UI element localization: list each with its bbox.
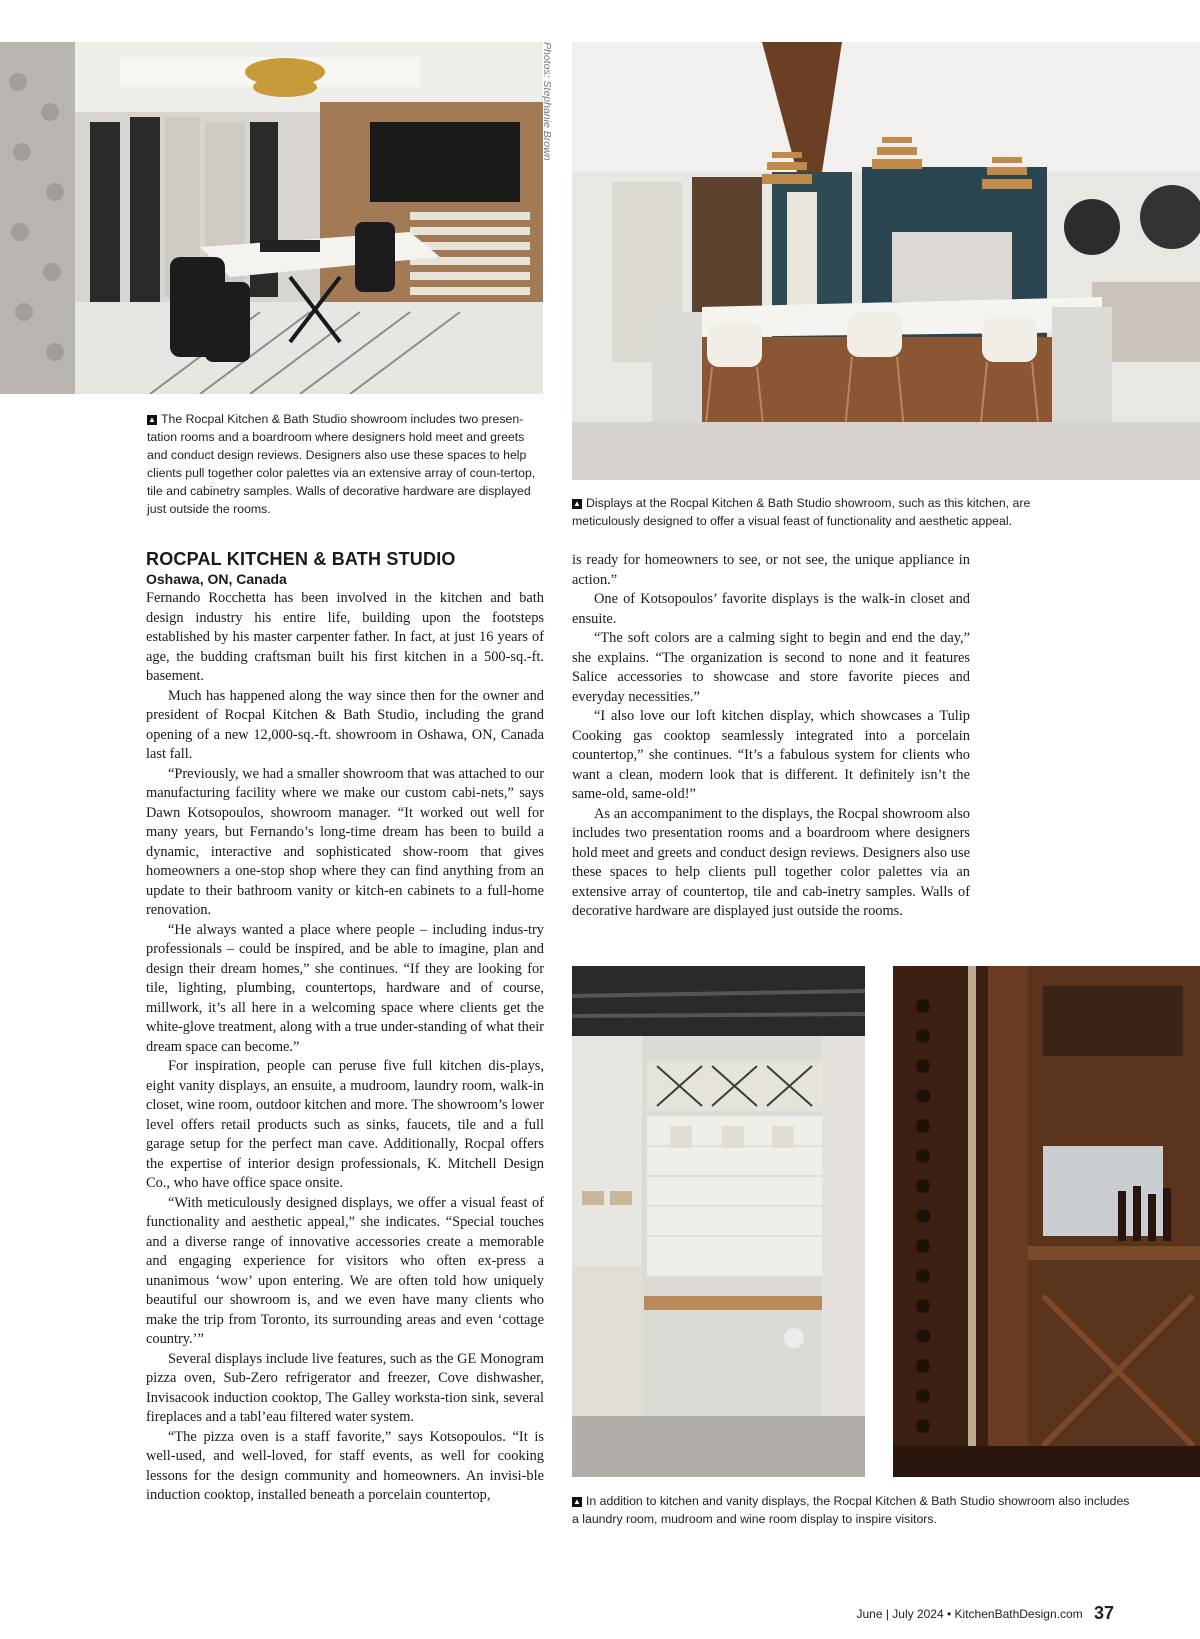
bottom-caption bbox=[572, 1492, 1132, 1528]
article-paragraph: “Previously, we had a smaller showroom that was attached to our manufacturing facility where we make our custom cabi-nets,” says Dawn Kotsopoulos, showroom manager. “It worked out well for many years, but Fernando’s long-time dream has been to build a dynamic, interactive and sophisticated show-room that gives homeowners a one-stop shop where they can find anything from an update to their bathroom vanity or kitch-en cabinets to a full-home renovation. bbox=[146, 765, 544, 918]
kitchen-caption-text: Displays at the Rocpal Kitchen & Bath Studio showroom, such as this kitchen, are meticulously designed to offer a visual feast of functionality and aesthetic appeal. bbox=[572, 496, 1031, 528]
footer-issue: June | July 2024 bbox=[856, 1607, 944, 1621]
article-paragraph: “I also love our loft kitchen display, which showcases a Tulip Cooking gas cooktop seamlessly integrated into a porcelain countertop,” she continues. “It’s a fabulous system for clients who want a clean, modern look that is different. It definitely isn’t the same-old, same-old!” bbox=[572, 708, 970, 802]
footer-bullet: • bbox=[947, 1607, 952, 1621]
article-paragraph: “The pizza oven is a staff favorite,” says Kotsopoulos. “It is well-used, and well-loved, for staff events, as well for cooking lessons for the design community and homeowners. An invisi-ble induction cooktop, installed beneath a porcelain countertop, bbox=[146, 1428, 544, 1503]
article-paragraph: For inspiration, people can peruse five full kitchen dis-plays, eight vanity displays, an ensuite, a mudroom, laundry room, walk-in closet, wine room, outdoor kitchen and more. The showroom’s lower level offers retail products such as sinks, faucets, tile and a full garage setup for the perfect man cave. Additionally, Rocpal offers the expertise of interior design professionals, K. Mitchell Design Co., who have office space onsite. bbox=[146, 1058, 544, 1191]
kitchen-caption bbox=[572, 494, 1092, 530]
page-number: 37 bbox=[1093, 1603, 1114, 1623]
article-paragraph: “The soft colors are a calming sight to begin and end the day,” she explains. “The organization is second to none and it features Salice accessories to showcase and store favorite pieces and everyday necessities.” bbox=[572, 630, 970, 705]
arrow-up-icon: ▲ bbox=[148, 415, 156, 424]
article-paragraph: is ready for homeowners to see, or not see, the unique appliance in action.” bbox=[572, 552, 970, 588]
article-paragraph: Much has happened along the way since then for the owner and president of Rocpal Kitchen & Bath Studio, including the grand opening of a new 12,000-sq.-ft. showroom in Oshawa, ON, Canada last fall. bbox=[146, 687, 544, 762]
article-location: Oshawa, ON, Canada bbox=[146, 571, 287, 587]
article-paragraph: “With meticulously designed displays, we offer a visual feast of functionality and aesthetic appeal,” she indicates. “Special touches and a diverse range of innovative accessories create a memorable and engaging experience for visitors who often ex-press a unanimous ‘wow’ upon entering. We are often told how uniquely beautiful our showroom is, and we even have many clients who make the trip from Toronto, its surrounding areas and even ‘cottage country.’” bbox=[146, 1194, 544, 1347]
article-column-2 bbox=[572, 551, 970, 922]
bottom-caption-text: In addition to kitchen and vanity displays, the Rocpal Kitchen & Bath Studio showroom also includes a laundry room, mudroom and wine room display to inspire visitors. bbox=[572, 1494, 1130, 1526]
article-title: ROCPAL KITCHEN & BATH STUDIO bbox=[146, 549, 456, 569]
article-paragraph: Several displays include live features, such as the GE Monogram pizza oven, Sub-Zero refrigerator and freezer, Cove dishwasher, Invisacook induction cooktop, The Galley worksta-tion sink, several fireplaces and a tabl’eau filtered water system. bbox=[146, 1350, 544, 1425]
page-footer bbox=[856, 1603, 1114, 1624]
article-paragraph: As an accompaniment to the displays, the Rocpal showroom also includes two presentation rooms and a boardroom where designers hold meet and greets and conduct design reviews. Designers also use these spaces to help clients pull together color palettes via an extensive array of countertop, tile and cab-inetry samples. Walls of decorative hardware are displayed just outside the rooms. bbox=[572, 805, 970, 919]
photo-credit bbox=[535, 42, 557, 161]
kitchen-display-photo bbox=[572, 42, 1200, 480]
arrow-up-icon: ▲ bbox=[573, 1497, 581, 1506]
boardroom-photo bbox=[0, 42, 543, 394]
boardroom-caption-text: The Rocpal Kitchen & Bath Studio showroom includes two presen-tation rooms and a boardroom where designers hold meet and greets and conduct design reviews. Designers also use these spaces to help clients pull together color palettes via an extensive array of coun-tertop, tile and cabinetry samples. Walls of decorative hardware are displayed just outside the rooms. bbox=[147, 412, 536, 516]
wine-room-photo bbox=[893, 966, 1200, 1477]
article-paragraph: One of Kotsopoulos’ favorite displays is the walk-in closet and ensuite. bbox=[572, 591, 970, 627]
arrow-up-icon: ▲ bbox=[573, 499, 581, 508]
article-paragraph: Fernando Rocchetta has been involved in the kitchen and bath design industry his entire life, building upon the footsteps established by his master carpenter father. In fact, at just 16 years of age, the budding craftsman built his first kitchen in a 500-sq.-ft. basement. bbox=[146, 590, 544, 684]
article-paragraph: “He always wanted a place where people – including indus-try professionals – could be inspired, and be able to imagine, plan and design their dream homes,” she continues. “If they are looking for tile, lighting, plumbing, countertops, hardware and of course, millwork, it’s all here in a welcoming space where clients get the white-glove treatment, along with a true under-standing of what their dream space can become.” bbox=[146, 921, 544, 1055]
laundry-mudroom-photo bbox=[572, 966, 865, 1477]
photo-credit-text: Photos: Stephanie Brown bbox=[541, 42, 553, 161]
article-column-1 bbox=[146, 548, 544, 1506]
footer-site: KitchenBathDesign.com bbox=[954, 1607, 1083, 1621]
boardroom-caption bbox=[147, 410, 537, 518]
